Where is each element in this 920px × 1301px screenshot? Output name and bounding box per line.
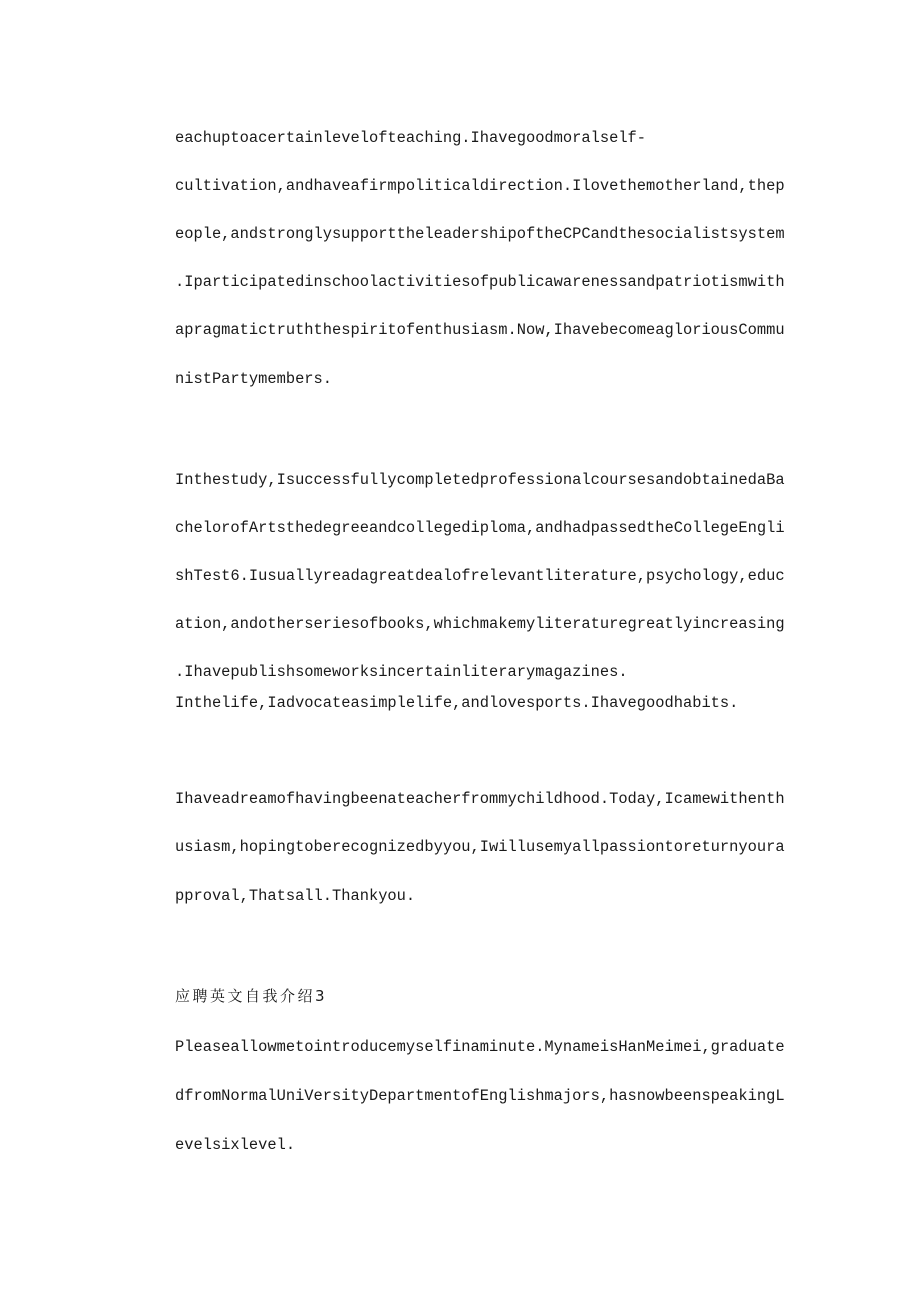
section-heading: 应聘英文自我介绍3 xyxy=(175,987,328,1005)
text-line: eople,andstronglysupporttheleadershipoftheCPCandthesocialistsystem xyxy=(175,225,785,243)
text-line: .Iparticipatedinschoolactivitiesofpublicawarenessandpatriotismwith xyxy=(175,273,785,291)
text-line: Ihaveadreamofhavingbeenateacherfrommychildhood.Today,Icamewithenth xyxy=(175,790,785,808)
text-line: ation,andotherseriesofbooks,whichmakemyliteraturegreatlyincreasing xyxy=(175,615,785,633)
text-line: usiasm,hopingtoberecognizedbyyou,Iwillusemyallpassiontoreturnyoura xyxy=(175,838,785,856)
text-line: Inthelife,Iadvocateasimplelife,andlovesports.Ihavegoodhabits. xyxy=(175,694,739,712)
text-line: eachuptoacertainlevelofteaching.Ihavegoodmoralself- xyxy=(175,129,647,147)
text-line: shTest6.Iusuallyreadagreatdealofrelevantliterature,psychology,educ xyxy=(175,567,785,585)
text-line: Pleaseallowmetointroducemyselfinaminute.MynameisHanMeimei,graduate xyxy=(175,1038,785,1056)
text-line: pproval,Thatsall.Thankyou. xyxy=(175,887,416,905)
text-line: cultivation,andhaveafirmpoliticaldirection.Ilovethemotherland,thep xyxy=(175,177,785,195)
text-line: apragmatictruththespiritofenthusiasm.Now,IhavebecomeagloriousCommu xyxy=(175,321,785,339)
text-line: dfromNormalUniVersityDepartmentofEnglishmajors,hasnowbeenspeakingL xyxy=(175,1087,785,1105)
text-line: .Ihavepublishsomeworksincertainliterarymagazines. xyxy=(175,663,628,681)
text-line: chelorofArtsthedegreeandcollegediploma,andhadpassedtheCollegeEngli xyxy=(175,519,785,537)
text-line: Inthestudy,IsuccessfullycompletedprofessionalcoursesandobtainedaBa xyxy=(175,471,785,489)
text-line: evelsixlevel. xyxy=(175,1136,296,1154)
text-line: nistPartymembers. xyxy=(175,370,333,388)
